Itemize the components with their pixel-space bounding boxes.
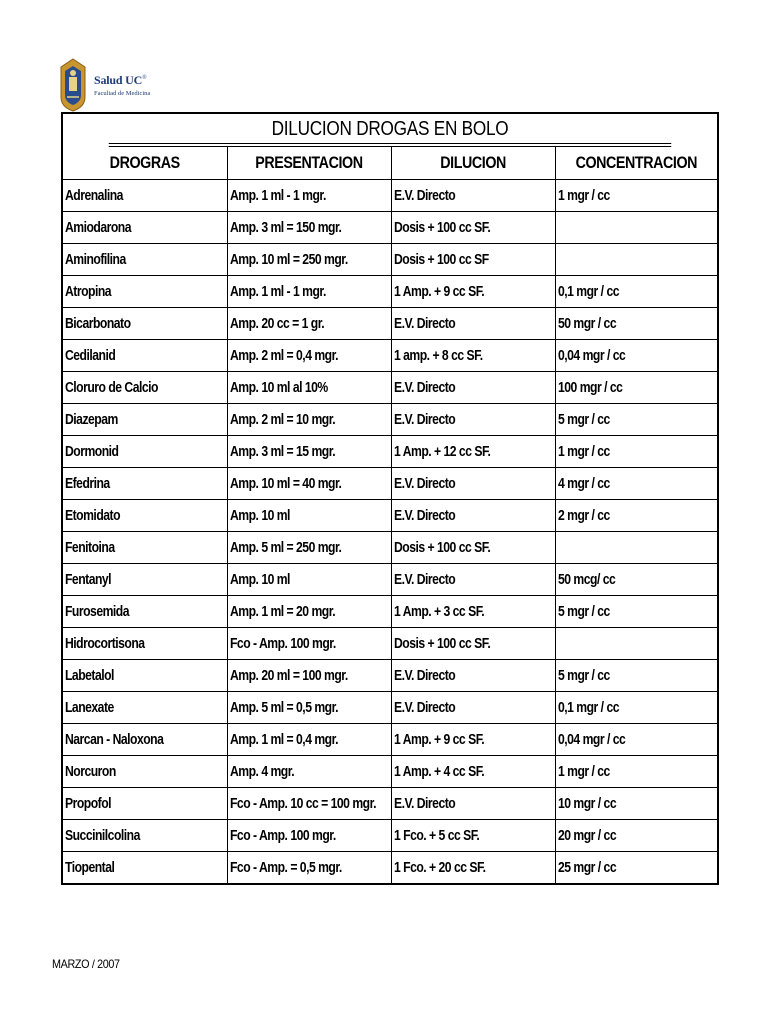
presentation-cell: Amp. 4 mgr. xyxy=(227,756,391,788)
dilution-cell: E.V. Directo xyxy=(391,404,555,436)
registered-mark: ® xyxy=(142,75,147,81)
presentation-cell: Amp. 5 ml = 250 mgr. xyxy=(227,532,391,564)
table-row xyxy=(63,820,717,852)
presentation-cell: Amp. 3 ml = 150 mgr. xyxy=(227,212,391,244)
footer-date: MARZO / 2007 xyxy=(52,957,120,971)
presentation-cell: Amp. 2 ml = 0,4 mgr. xyxy=(227,340,391,372)
table-row xyxy=(63,756,717,788)
dilution-cell: 1 amp. + 8 cc SF. xyxy=(391,340,555,372)
presentation-cell: Amp. 10 ml xyxy=(227,500,391,532)
table-row xyxy=(63,628,717,660)
presentation-cell: Amp. 3 ml = 15 mgr. xyxy=(227,436,391,468)
drug-name-cell: Furosemida xyxy=(63,596,227,628)
table-row xyxy=(63,404,717,436)
presentation-cell: Amp. 10 ml al 10% xyxy=(227,372,391,404)
drug-name-cell: Narcan - Naloxona xyxy=(63,724,227,756)
dilution-cell: Dosis + 100 cc SF. xyxy=(391,532,555,564)
concentration-cell: 0,04 mgr / cc xyxy=(555,724,717,756)
drug-name-cell: Bicarbonato xyxy=(63,308,227,340)
table-row xyxy=(63,308,717,340)
table-row xyxy=(63,244,717,276)
presentation-cell: Amp. 1 ml - 1 mgr. xyxy=(227,276,391,308)
dilution-cell: E.V. Directo xyxy=(391,692,555,724)
column-header-dilution: DILUCION xyxy=(391,147,555,180)
dilution-cell: E.V. Directo xyxy=(391,372,555,404)
dilution-cell: E.V. Directo xyxy=(391,500,555,532)
sheet-title: DILUCION DROGAS EN BOLO xyxy=(109,114,671,147)
concentration-cell: 10 mgr / cc xyxy=(555,788,717,820)
dilution-cell: 1 Amp. + 9 cc SF. xyxy=(391,724,555,756)
table-row xyxy=(63,596,717,628)
drug-dilution-sheet xyxy=(61,112,719,885)
concentration-cell: 0,1 mgr / cc xyxy=(555,692,717,724)
drug-name-cell: Succinilcolina xyxy=(63,820,227,852)
table-header-row xyxy=(63,147,717,180)
column-header-drug: DROGRAS xyxy=(63,147,227,180)
drug-name-cell: Labetalol xyxy=(63,660,227,692)
table-row xyxy=(63,212,717,244)
concentration-cell xyxy=(555,244,717,276)
drug-name-cell: Hidrocortisona xyxy=(63,628,227,660)
dilution-cell: 1 Amp. + 12 cc SF. xyxy=(391,436,555,468)
presentation-cell: Amp. 10 ml = 250 mgr. xyxy=(227,244,391,276)
table-row xyxy=(63,500,717,532)
drug-name-cell: Tiopental xyxy=(63,852,227,884)
drug-name-cell: Dormonid xyxy=(63,436,227,468)
concentration-cell: 20 mgr / cc xyxy=(555,820,717,852)
university-seal-icon xyxy=(58,57,88,113)
drug-name-cell: Norcuron xyxy=(63,756,227,788)
column-header-concentration: CONCENTRACION xyxy=(555,147,717,180)
presentation-cell: Fco - Amp. = 0,5 mgr. xyxy=(227,852,391,884)
presentation-cell: Amp. 20 ml = 100 mgr. xyxy=(227,660,391,692)
drug-name-cell: Fentanyl xyxy=(63,564,227,596)
concentration-cell: 50 mcg/ cc xyxy=(555,564,717,596)
table-body xyxy=(63,180,717,884)
concentration-cell xyxy=(555,532,717,564)
drug-name-cell: Atropina xyxy=(63,276,227,308)
table-row xyxy=(63,180,717,212)
drug-name-cell: Adrenalina xyxy=(63,180,227,212)
dilution-cell: Dosis + 100 cc SF xyxy=(391,244,555,276)
table-row xyxy=(63,436,717,468)
drug-name-cell: Aminofilina xyxy=(63,244,227,276)
table-row xyxy=(63,692,717,724)
table-row xyxy=(63,276,717,308)
table-row xyxy=(63,724,717,756)
dilution-cell: Dosis + 100 cc SF. xyxy=(391,212,555,244)
concentration-cell: 5 mgr / cc xyxy=(555,596,717,628)
drug-name-cell: Diazepam xyxy=(63,404,227,436)
presentation-cell: Fco - Amp. 100 mgr. xyxy=(227,820,391,852)
presentation-cell: Amp. 2 ml = 10 mgr. xyxy=(227,404,391,436)
dilution-cell: 1 Amp. + 9 cc SF. xyxy=(391,276,555,308)
dilution-table xyxy=(63,147,717,883)
column-header-presentation: PRESENTACION xyxy=(227,147,391,180)
dilution-cell: Dosis + 100 cc SF. xyxy=(391,628,555,660)
drug-name-cell: Lanexate xyxy=(63,692,227,724)
concentration-cell: 100 mgr / cc xyxy=(555,372,717,404)
concentration-cell: 1 mgr / cc xyxy=(555,180,717,212)
concentration-cell: 5 mgr / cc xyxy=(555,660,717,692)
presentation-cell: Amp. 10 ml xyxy=(227,564,391,596)
presentation-cell: Amp. 20 cc = 1 gr. xyxy=(227,308,391,340)
dilution-cell: E.V. Directo xyxy=(391,180,555,212)
concentration-cell: 0,04 mgr / cc xyxy=(555,340,717,372)
drug-name-cell: Cloruro de Calcio xyxy=(63,372,227,404)
dilution-cell: 1 Amp. + 4 cc SF. xyxy=(391,756,555,788)
drug-name-cell: Fenitoina xyxy=(63,532,227,564)
presentation-cell: Amp. 1 ml - 1 mgr. xyxy=(227,180,391,212)
concentration-cell: 1 mgr / cc xyxy=(555,756,717,788)
concentration-cell: 50 mgr / cc xyxy=(555,308,717,340)
drug-name-cell: Amiodarona xyxy=(63,212,227,244)
dilution-cell: E.V. Directo xyxy=(391,788,555,820)
dilution-cell: 1 Fco. + 20 cc SF. xyxy=(391,852,555,884)
dilution-cell: E.V. Directo xyxy=(391,468,555,500)
table-row xyxy=(63,372,717,404)
dilution-cell: 1 Amp. + 3 cc SF. xyxy=(391,596,555,628)
table-row xyxy=(63,564,717,596)
concentration-cell: 25 mgr / cc xyxy=(555,852,717,884)
concentration-cell: 0,1 mgr / cc xyxy=(555,276,717,308)
dilution-cell: E.V. Directo xyxy=(391,564,555,596)
presentation-cell: Amp. 1 ml = 20 mgr. xyxy=(227,596,391,628)
concentration-cell: 2 mgr / cc xyxy=(555,500,717,532)
concentration-cell xyxy=(555,628,717,660)
drug-name-cell: Propofol xyxy=(63,788,227,820)
presentation-cell: Amp. 1 ml = 0,4 mgr. xyxy=(227,724,391,756)
logo-name: Salud UC® xyxy=(94,73,147,87)
drug-name-cell: Cedilanid xyxy=(63,340,227,372)
table-row xyxy=(63,340,717,372)
salud-uc-logo xyxy=(58,56,168,114)
concentration-cell: 4 mgr / cc xyxy=(555,468,717,500)
presentation-cell: Amp. 10 ml = 40 mgr. xyxy=(227,468,391,500)
dilution-cell: E.V. Directo xyxy=(391,308,555,340)
drug-name-cell: Etomidato xyxy=(63,500,227,532)
logo-subtitle: Facultad de Medicina xyxy=(94,90,151,97)
dilution-cell: 1 Fco. + 5 cc SF. xyxy=(391,820,555,852)
presentation-cell: Fco - Amp. 10 cc = 100 mgr. xyxy=(227,788,391,820)
table-row xyxy=(63,660,717,692)
table-row xyxy=(63,852,717,884)
concentration-cell: 1 mgr / cc xyxy=(555,436,717,468)
drug-name-cell: Efedrina xyxy=(63,468,227,500)
table-row xyxy=(63,532,717,564)
concentration-cell xyxy=(555,212,717,244)
table-row xyxy=(63,788,717,820)
dilution-cell: E.V. Directo xyxy=(391,660,555,692)
concentration-cell: 5 mgr / cc xyxy=(555,404,717,436)
presentation-cell: Fco - Amp. 100 mgr. xyxy=(227,628,391,660)
table-row xyxy=(63,468,717,500)
presentation-cell: Amp. 5 ml = 0,5 mgr. xyxy=(227,692,391,724)
